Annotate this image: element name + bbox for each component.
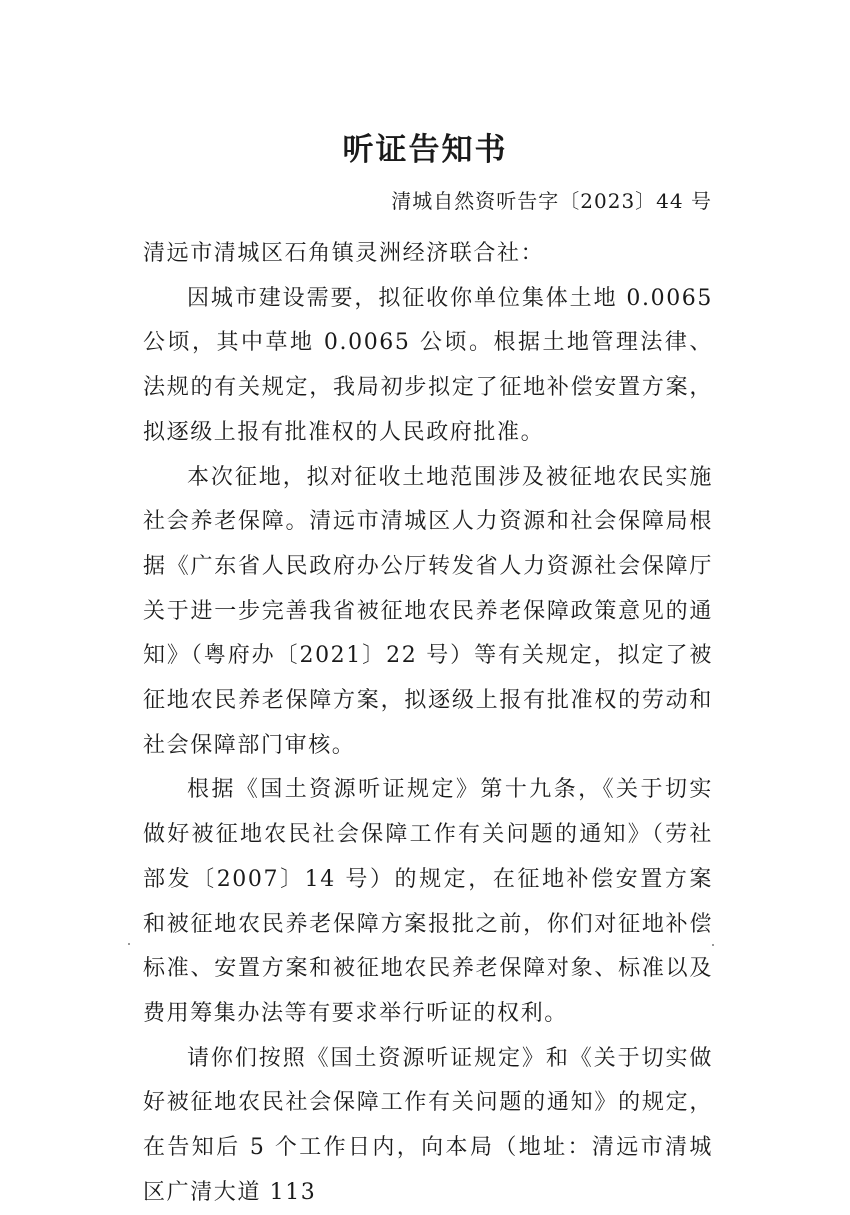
document-title: 听证告知书 [342,132,508,168]
document-number: 清城自然资听告字〔2023〕44 号 [391,189,712,213]
addressee: 清远市清城区石角镇灵洲经济联合社： [143,241,545,266]
paragraph-hearing-rights: 根据《国土资源听证规定》第十九条，《关于切实做好被征地农民社会保障工作有关问题的通知》（劳社部发〔2007〕14 号）的规定，在征地补偿安置方案和被征地农民养老保障方案报批之前，你们对征地补偿标准、安置方案和被征地农民养老保障对象、标准以及费用筹集办法等有要求举行听证的权利。 [143,777,713,1026]
document-body [143,232,713,1215]
paragraph-social-security: 本次征地，拟对征收土地范围涉及被征地农民实施社会养老保障。清远市清城区人力资源和社会保障局根据《广东省人民政府办公厅转发省人力资源社会保障厅关于进一步完善我省被征地农民养老保障政策意见的通知》（粤府办〔2021〕22 号）等有关规定，拟定了被征地农民养老保障方案，拟逐级上报有批准权的劳动和社会保障部门审核。 [143,464,713,758]
scan-speck [712,944,714,946]
scan-speck [128,943,130,945]
paragraph-hearing-request: 请你们按照《国土资源听证规定》和《关于切实做好被征地农民社会保障工作有关问题的通知》的规定，在告知后 5 个工作日内，向本局（地址：清远市清城区广清大道 113 [143,1045,713,1205]
paragraph-land-acquisition: 因城市建设需要，拟征收你单位集体土地 0.0065 公顷，其中草地 0.0065 公顷。根据土地管理法律、法规的有关规定，我局初步拟定了征地补偿安置方案，拟逐级上报有批准权的人民政府批准。 [143,285,713,445]
